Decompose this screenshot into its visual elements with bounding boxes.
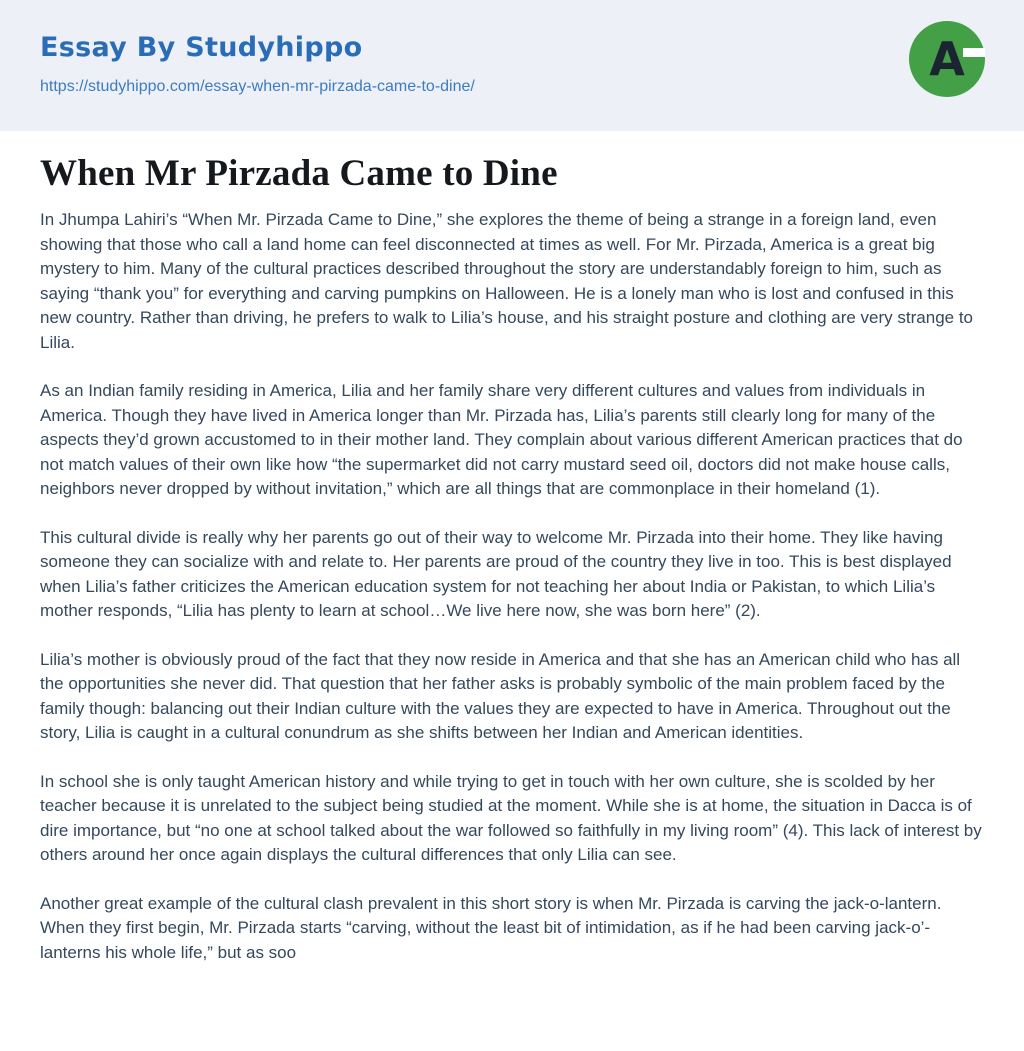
essay-paragraph: In Jhumpa Lahiri’s “When Mr. Pirzada Came to Dine,” she explores the theme of being a strange in a foreign land, even showing that those who call a land home can feel disconnected at times as well. For Mr. Pirzada, America is a great big mystery to him. Many of the cultural practices described throughout the story are understandably foreign to him, such as saying “thank you” for everything and carving pumpkins on Halloween. He is a lonely man who is lost and confused in this new country. Rather than driving, he prefers to walk to Lilia’s house, and his straight posture and clothing are very strange to Lilia. bbox=[40, 210, 973, 352]
svg-text:A: A bbox=[929, 32, 965, 86]
essay-paragraph: Lilia’s mother is obviously proud of the fact that they now reside in America and that she has an American child who has all the opportunities she never did. That question that her father asks is probably symbolic of the main problem faced by the family though: balancing out their Indian culture with the values they are expected to have in America. Throughout out the story, Lilia is caught in a cultural conundrum as she shifts between her Indian and American identities. bbox=[40, 649, 961, 742]
logo-icon bbox=[909, 21, 985, 97]
essay-paragraph: Another great example of the cultural clash prevalent in this short story is when Mr. Pirzada is carving the jack-o-lantern. When they first begin, Mr. Pirzada starts “carving, without the least bit of intimidation, as if he had been carving jack-o’-lanterns his whole life,” but as soo bbox=[40, 893, 942, 962]
essay-title: When Mr Pirzada Came to Dine bbox=[40, 153, 558, 194]
essay-paragraph: As an Indian family residing in America, Lilia and her family share very different cultures and values from individuals in America. Though they have lived in America longer than Mr. Pirzada has, Lilia’s parents still clearly long for many of the aspects they’d grown accustomed to in their mother land. They complain about various different American practices that do not match values of their own like how “the supermarket did not carry mustard seed oil, doctors did not make house calls, neighbors never dropped by without invitation,” which are all things that are commonplace in their homeland (1). bbox=[40, 381, 963, 498]
source-url-link[interactable]: https://studyhippo.com/essay-when-mr-pirzada-came-to-dine/ bbox=[40, 78, 475, 95]
site-title: Essay By Studyhippo bbox=[40, 32, 363, 63]
essay-content bbox=[0, 152, 1024, 965]
essay-paragraph: This cultural divide is really why her parents go out of their way to welcome Mr. Pirzada into their home. They like having someone they can socialize with and relate to. Her parents are proud of the country they live in too. This is best displayed when Lilia’s father criticizes the American education system for not teaching her about India or Pakistan, to which Lilia’s mother responds, “Lilia has plenty to learn at school…We live here now, she was born here” (2). bbox=[40, 527, 952, 620]
page-header bbox=[0, 0, 1024, 131]
essay-paragraph: In school she is only taught American history and while trying to get in touch with her own culture, she is scolded by her teacher because it is unrelated to the subject being studied at the moment. While she is at home, the situation in Dacca is of dire importance, but “no one at school talked about the war followed so faithfully in my living room” (4). This lack of interest by others around her once again displays the cultural differences that only Lilia can see. bbox=[40, 771, 982, 864]
studyhippo-logo[interactable] bbox=[909, 21, 985, 97]
